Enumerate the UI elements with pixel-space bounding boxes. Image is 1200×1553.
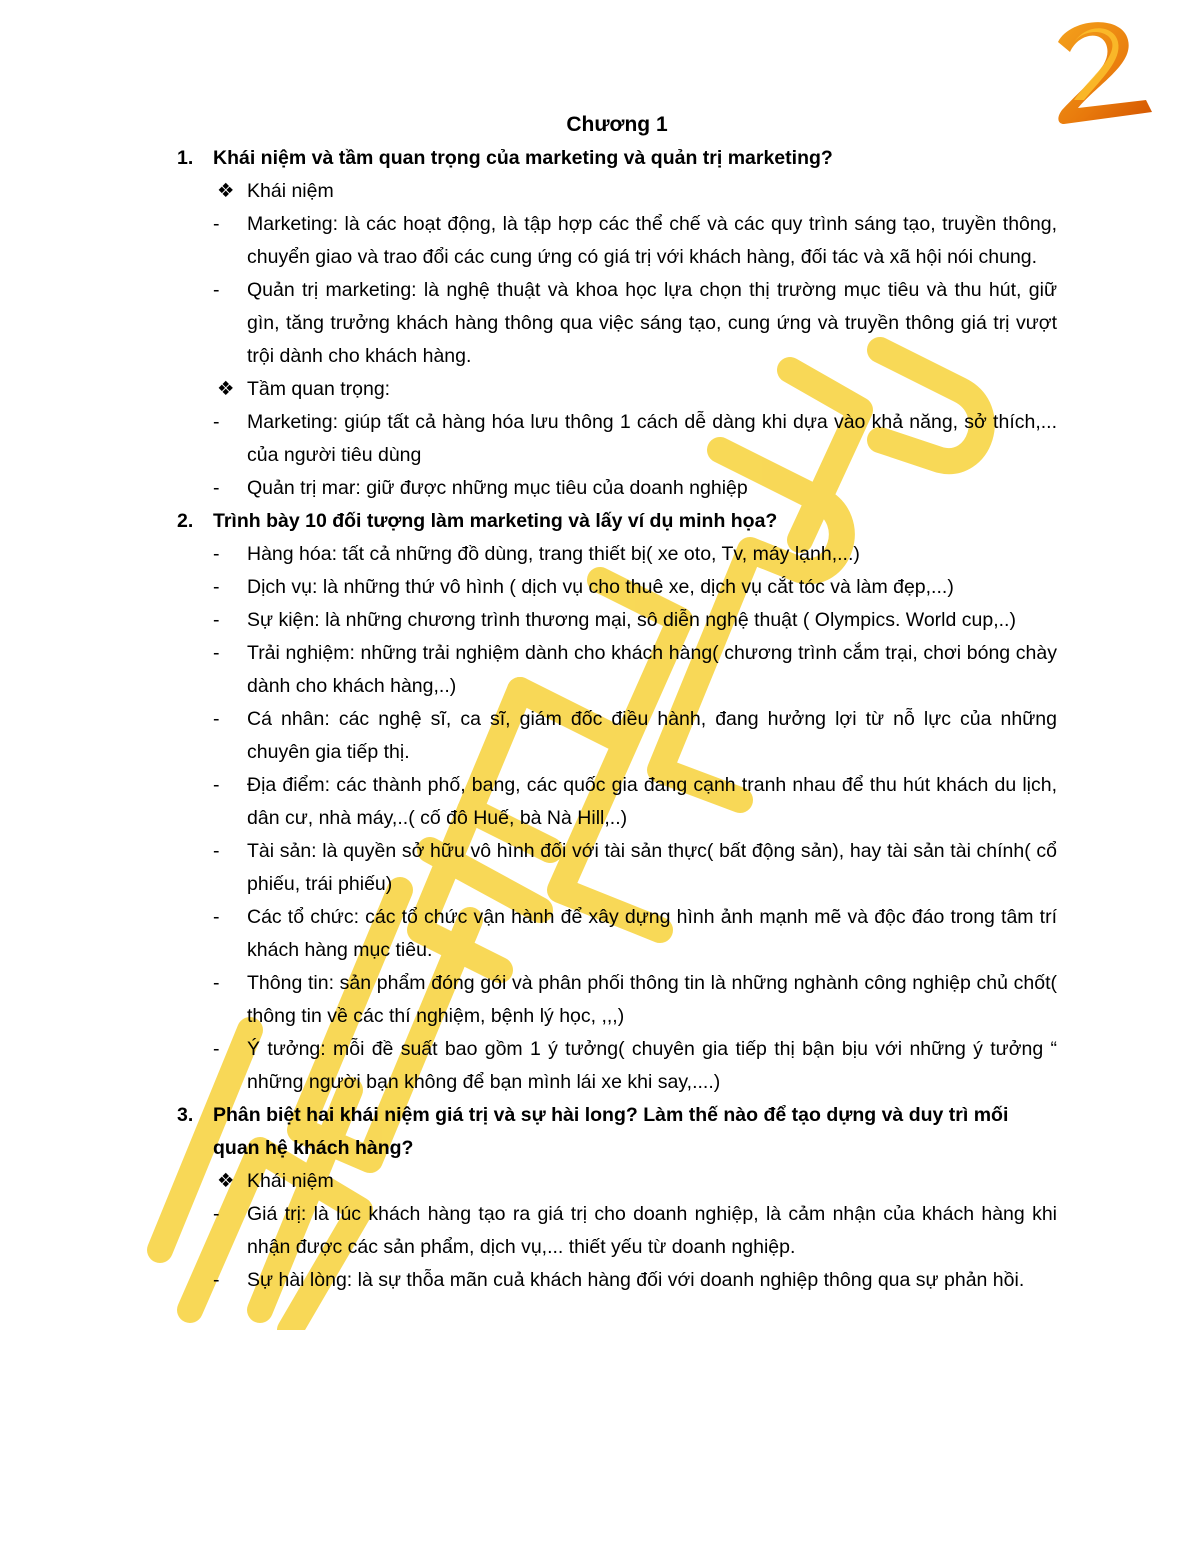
question-heading — [177, 1099, 1057, 1165]
list-item — [177, 703, 1057, 769]
dash-bullet: - — [213, 543, 220, 565]
diamond-bullet-icon: ❖ — [217, 378, 235, 400]
logo-2-icon — [1044, 12, 1156, 130]
list-item-text: Quản trị marketing: là nghệ thuật và khoa học lựa chọn thị trường mục tiêu và thu hút, giữ gìn, tăng trưởng khách hàng thông qua việc sáng tạo, cung ứng và truyền thông giá trị vượt trội dành cho khách hàng. — [247, 279, 1057, 367]
dash-bullet: - — [213, 774, 220, 796]
list-item — [177, 1264, 1057, 1297]
dash-bullet: - — [213, 411, 220, 433]
list-item-text: Ý tưởng: mỗi đề suất bao gồm 1 ý tưởng( chuyên gia tiếp thị bận bịu với những ý tưởng “ những người bạn không để bạn mình lái xe khi say,....) — [247, 1038, 1057, 1093]
subheading — [177, 175, 1057, 208]
question-heading — [177, 142, 1057, 175]
subheading-text: Khái niệm — [247, 1170, 334, 1192]
list-item — [177, 1033, 1057, 1099]
document-content — [177, 108, 1057, 1297]
list-item-text: Marketing: giúp tất cả hàng hóa lưu thông 1 cách dễ dàng khi dựa vào khả năng, sở thích,... của người tiêu dùng — [247, 411, 1057, 466]
diamond-bullet-icon: ❖ — [217, 180, 235, 202]
dash-bullet: - — [213, 1269, 220, 1291]
dash-bullet: - — [213, 906, 220, 928]
question-number: 3. — [177, 1104, 194, 1126]
subheading-text: Khái niệm — [247, 180, 334, 202]
diamond-bullet-icon: ❖ — [217, 1170, 235, 1192]
list-item — [177, 1198, 1057, 1264]
list-item-text: Tài sản: là quyền sở hữu vô hình đối với tài sản thực( bất động sản), hay tài sản tài chính( cổ phiếu, trái phiếu) — [247, 840, 1057, 895]
dash-bullet: - — [213, 279, 220, 301]
list-item-text: Dịch vụ: là những thứ vô hình ( dịch vụ cho thuê xe, dịch vụ cắt tóc và làm đẹp,...) — [247, 576, 954, 598]
list-item-text: Marketing: là các hoạt động, là tập hợp các thể chế và các quy trình sáng tạo, truyền thông, chuyển giao và trao đổi các cung ứng có giá trị với khách hàng, đối tác và xã hội nói chung. — [247, 213, 1057, 268]
list-item-text: Sự kiện: là những chương trình thương mại, sô diễn nghệ thuật ( Olympics. World cup,..) — [247, 609, 1016, 631]
subheading — [177, 373, 1057, 406]
question-number: 2. — [177, 510, 194, 532]
list-item — [177, 406, 1057, 472]
list-item-text: Thông tin: sản phẩm đóng gói và phân phối thông tin là những nghành công nghiệp chủ chốt( thông tin về các thí nghiệm, bệnh lý học, ,,,) — [247, 972, 1057, 1027]
list-item-text: Sự hài lòng: là sự thỗa mãn cuả khách hàng đối với doanh nghiệp thông qua sự phản hồi. — [247, 1269, 1025, 1291]
dash-bullet: - — [213, 840, 220, 862]
list-item-text: Các tổ chức: các tổ chức vận hành để xây dựng hình ảnh mạnh mẽ và độc đáo trong tâm trí khách hàng mục tiêu. — [247, 906, 1057, 961]
list-item-text: Trải nghiệm: những trải nghiệm dành cho khách hàng( chương trình cắm trại, chơi bóng chày dành cho khách hàng,..) — [247, 642, 1057, 697]
list-item — [177, 571, 1057, 604]
dash-bullet: - — [213, 972, 220, 994]
dash-bullet: - — [213, 213, 220, 235]
sections-list — [177, 142, 1057, 1297]
page-title: Chương 1 — [566, 113, 668, 136]
list-item — [177, 967, 1057, 1033]
dash-bullet: - — [213, 642, 220, 664]
dash-bullet: - — [213, 1038, 220, 1060]
question-text: Trình bày 10 đối tượng làm marketing và lấy ví dụ minh họa? — [213, 510, 778, 532]
dash-bullet: - — [213, 609, 220, 631]
list-item — [177, 208, 1057, 274]
list-item — [177, 274, 1057, 373]
question-heading — [177, 505, 1057, 538]
subheading — [177, 1165, 1057, 1198]
list-item — [177, 769, 1057, 835]
question-text: Phân biệt hai khái niệm giá trị và sự hài long? Làm thế nào để tạo dựng và duy trì mối quan hệ khách hàng? — [213, 1104, 1009, 1159]
dash-bullet: - — [213, 477, 220, 499]
dash-bullet: - — [213, 1203, 220, 1225]
dash-bullet: - — [213, 708, 220, 730]
list-item-text: Địa điểm: các thành phố, bang, các quốc gia đang cạnh tranh nhau để thu hút khách du lịch, dân cư, nhà máy,..( cố đô Huế, bà Nà Hill,..) — [247, 774, 1057, 829]
subheading-text: Tầm quan trọng: — [247, 378, 391, 400]
list-item — [177, 604, 1057, 637]
list-item-text: Cá nhân: các nghệ sĩ, ca sĩ, giám đốc điều hành, đang hưởng lợi từ nỗ lực của những chuyên gia tiếp thị. — [247, 708, 1057, 763]
list-item — [177, 637, 1057, 703]
question-number: 1. — [177, 147, 194, 169]
dash-bullet: - — [213, 576, 220, 598]
list-item-text: Quản trị mar: giữ được những mục tiêu của doanh nghiệp — [247, 477, 748, 499]
list-item — [177, 901, 1057, 967]
list-item-text: Giá trị: là lúc khách hàng tạo ra giá trị cho doanh nghiệp, là cảm nhận của khách hàng khi nhận được các sản phẩm, dịch vụ,... thiết yếu từ doanh nghiệp. — [247, 1203, 1057, 1258]
list-item — [177, 538, 1057, 571]
list-item-text: Hàng hóa: tất cả những đồ dùng, trang thiết bị( xe oto, Tv, máy lạnh,...) — [247, 543, 860, 565]
question-text: Khái niệm và tầm quan trọng của marketing và quản trị marketing? — [213, 147, 833, 169]
list-item — [177, 472, 1057, 505]
list-item — [177, 835, 1057, 901]
